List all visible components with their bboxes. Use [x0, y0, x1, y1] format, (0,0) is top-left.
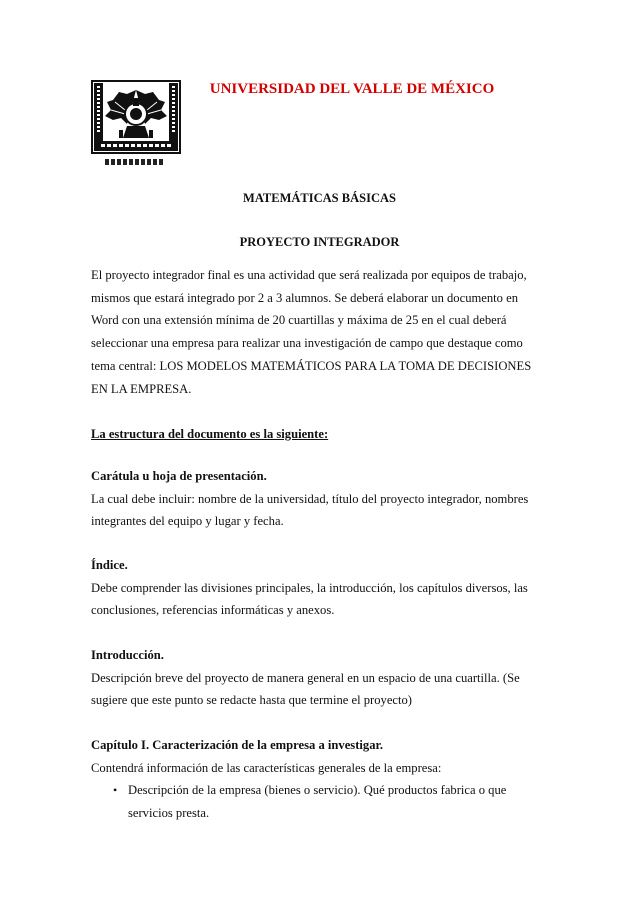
structure-heading: La estructura del documento es la siguiente: [91, 427, 329, 441]
section-indice [91, 554, 547, 622]
text-line: Contendrá información de las características generales de la empresa: [91, 760, 442, 775]
text-line: Descripción breve del proyecto de manera general en un espacio de una cuartilla. (Se [91, 670, 520, 685]
section-title: Carátula u hoja de presentación. [91, 469, 267, 483]
text-line: Descripción de la empresa (bienes o servicio). Qué productos fabrica o que [128, 783, 507, 798]
section-title: Capítulo I. Caracterización de la empresa a investigar. [91, 738, 384, 752]
text-line: Debe comprender las divisiones principales, la introducción, los capítulos diversos, las [91, 580, 528, 595]
project-title: PROYECTO INTEGRADOR [239, 235, 400, 249]
section-introduccion [91, 644, 547, 712]
text-line: sugiere que este punto se redacte hasta que termine el proyecto) [91, 693, 413, 708]
text-line: integrantes del equipo y lugar y fecha. [91, 514, 284, 529]
text-line: El proyecto integrador final es una actividad que será realizada por equipos de trabajo, [91, 268, 527, 282]
section-title: Índice. [91, 558, 128, 572]
text-line: La cual debe incluir: nombre de la universidad, título del proyecto integrador, nombres [91, 491, 529, 506]
section-title: Introducción. [91, 648, 164, 662]
structure-heading-block [91, 423, 547, 446]
section-capitulo-1 [91, 734, 547, 825]
text-line: conclusiones, referencias informáticas y anexos. [91, 603, 335, 618]
text-line: servicios presta. [128, 806, 210, 821]
text-line: Word con una extensión mínima de 20 cuartillas y máxima de 25 en el cual deberá [91, 313, 507, 328]
intro-paragraph [91, 264, 547, 400]
text-line: tema central: LOS MODELOS MATEMÁTICOS PARA LA TOMA DE DECISIONES [91, 358, 532, 373]
text-line: mismos que estará integrado por 2 a 3 alumnos. Se deberá elaborar un documento en [91, 290, 519, 305]
bullet-icon: • [113, 783, 118, 798]
text-line: seleccionar una empresa para realizar una investigación de campo que destaque como [91, 336, 523, 351]
university-title: UNIVERSIDAD DEL VALLE DE MÉXICO [209, 81, 495, 97]
bullet-item [91, 779, 547, 802]
subject-title: MATEMÁTICAS BÁSICAS [243, 191, 396, 205]
text-line: EN LA EMPRESA. [91, 381, 192, 396]
section-caratula [91, 465, 547, 533]
